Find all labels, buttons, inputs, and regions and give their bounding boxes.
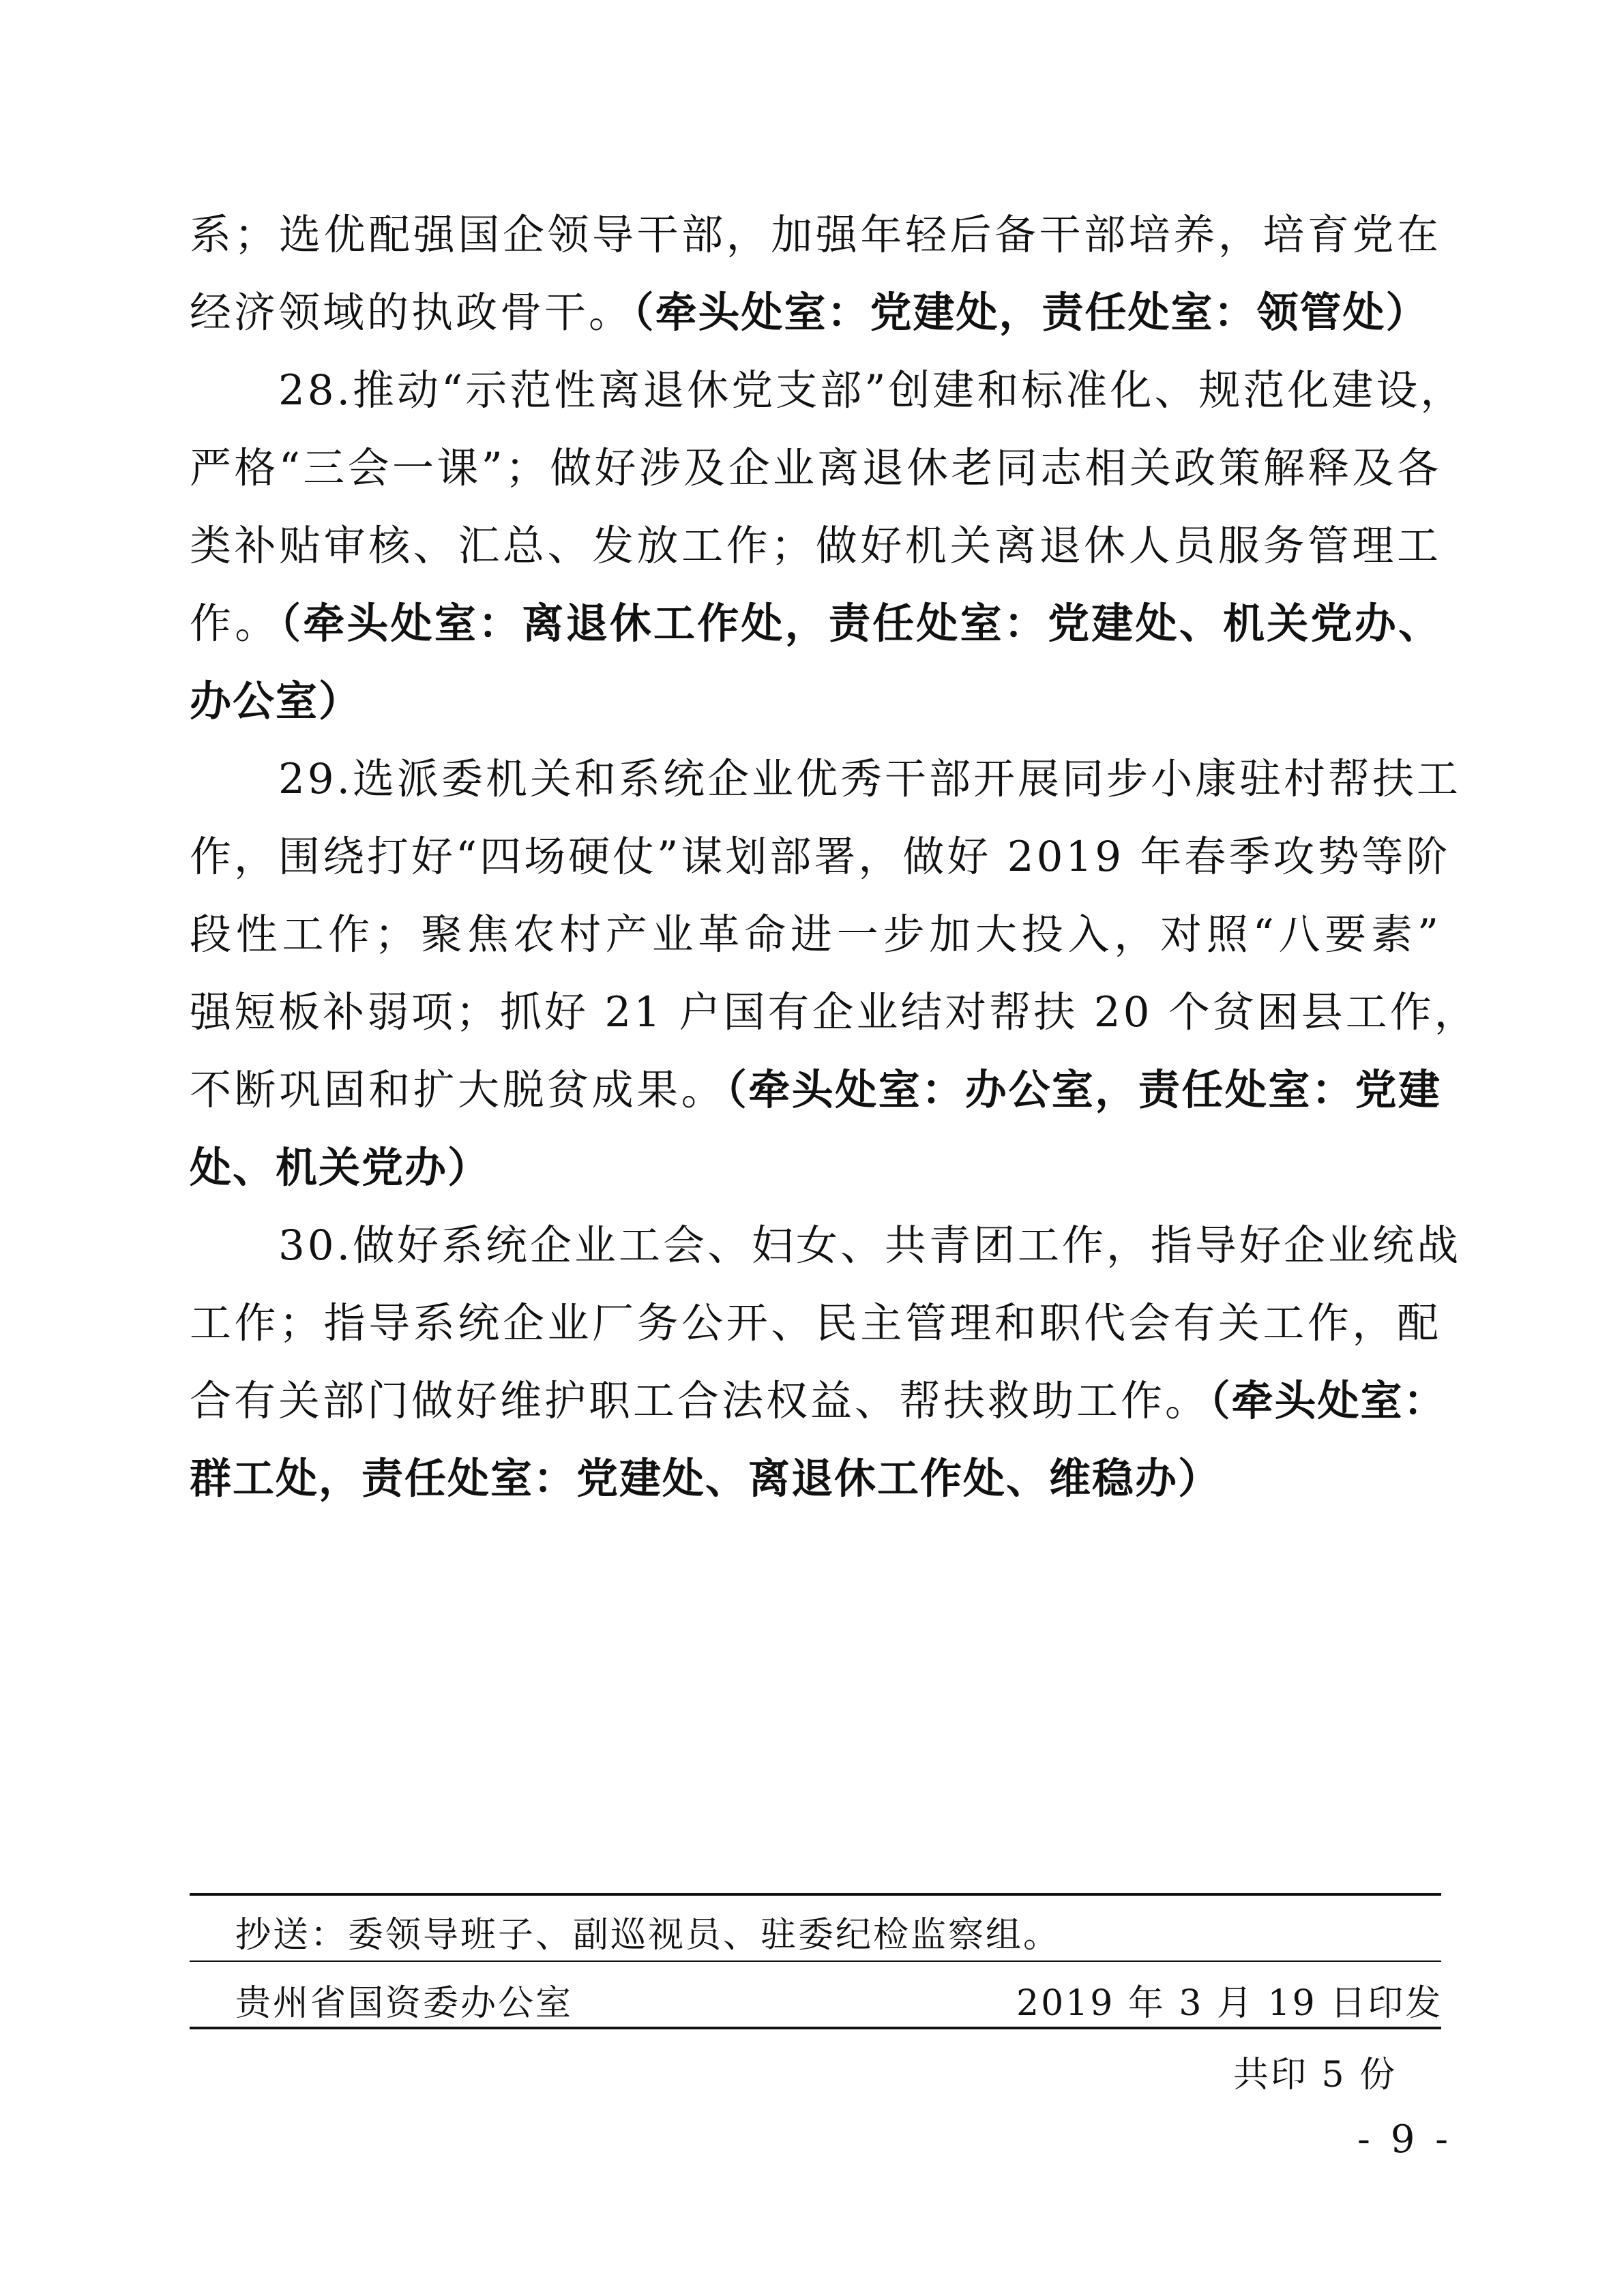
- paragraph-29: [190, 741, 1479, 1207]
- responsible-office: 处、机关党办）: [190, 1144, 491, 1192]
- text-line: [190, 1440, 1441, 1518]
- responsible-office: （牵头处室：党建处，责任处室：领管处）: [633, 288, 1429, 337]
- paragraph-30: [190, 1207, 1462, 1518]
- text-line: [190, 663, 1441, 741]
- text-line: 强短板补弱项；抓好 21 户国有企业结对帮扶 20 个贫困县工作，: [190, 988, 1479, 1037]
- paragraph-27-continued: [190, 196, 1441, 352]
- responsible-office: 办公室）: [190, 677, 362, 726]
- responsible-office: （牵头处室：办公室，责任处室：党建: [726, 1066, 1441, 1114]
- issuer: 贵州省国资委办公室: [235, 1983, 574, 2024]
- footer-bottom-rule: [190, 2027, 1441, 2029]
- text-line: 类补贴审核、汇总、发放工作；做好机关离退休人员服务管理工: [190, 522, 1441, 570]
- text-line: 经济领域的执政骨干。（牵头处室：党建处，责任处室：领管处）: [190, 288, 1429, 337]
- cc-line: 抄送：委领导班子、副巡视员、驻委纪检监察组。: [235, 1915, 1061, 1956]
- text-line: [190, 1129, 1441, 1207]
- paragraph-28: [190, 352, 1465, 741]
- document-body: [190, 196, 1479, 1518]
- page-number: - 9 -: [1357, 2117, 1453, 2162]
- footer-middle-rule: [190, 1960, 1441, 1962]
- text-line: 段性工作；聚焦农村产业革命进一步加大投入，对照“八要素”: [190, 910, 1441, 959]
- text-line: 28.推动“示范性离退休党支部”创建和标准化、规范化建设，: [278, 366, 1465, 415]
- text-line: 30.做好系统企业工会、妇女、共青团工作，指导好企业统战: [278, 1221, 1462, 1270]
- footer-top-rule: [190, 1893, 1441, 1896]
- responsible-office: 群工处，责任处室：党建处、离退休工作处、维稳办）: [190, 1455, 1222, 1503]
- text-line: 作。（牵头处室：离退休工作处，责任处室：党建处、机关党办、: [190, 599, 1441, 648]
- responsible-office: （牵头处室：: [1209, 1377, 1447, 1425]
- issue-date: 2019 年 3 月 19 日印发: [1016, 1983, 1443, 2024]
- text-line: 合有关部门做好维护职工合法权益、帮扶救助工作。（牵头处室：: [190, 1377, 1447, 1425]
- text-line: 工作；指导系统企业厂务公开、民主管理和职代会有关工作，配: [190, 1299, 1441, 1347]
- text-line: 作，围绕打好“四场硬仗”谋划部署，做好 2019 年春季攻势等阶: [190, 833, 1451, 881]
- responsible-office: （牵头处室：离退休工作处，责任处室：党建处、机关党办、: [280, 599, 1441, 648]
- text-line: 不断巩固和扩大脱贫成果。（牵头处室：办公室，责任处室：党建: [190, 1066, 1441, 1114]
- text-line: 系；选优配强国企领导干部，加强年轻后备干部培养，培育党在: [190, 211, 1441, 259]
- text-line: 严格“三会一课”；做好涉及企业离退休老同志相关政策解释及各: [190, 444, 1441, 492]
- text-line: 29.选派委机关和系统企业优秀干部开展同步小康驻村帮扶工: [278, 755, 1462, 803]
- copies-count: 共印 5 份: [1233, 2055, 1398, 2096]
